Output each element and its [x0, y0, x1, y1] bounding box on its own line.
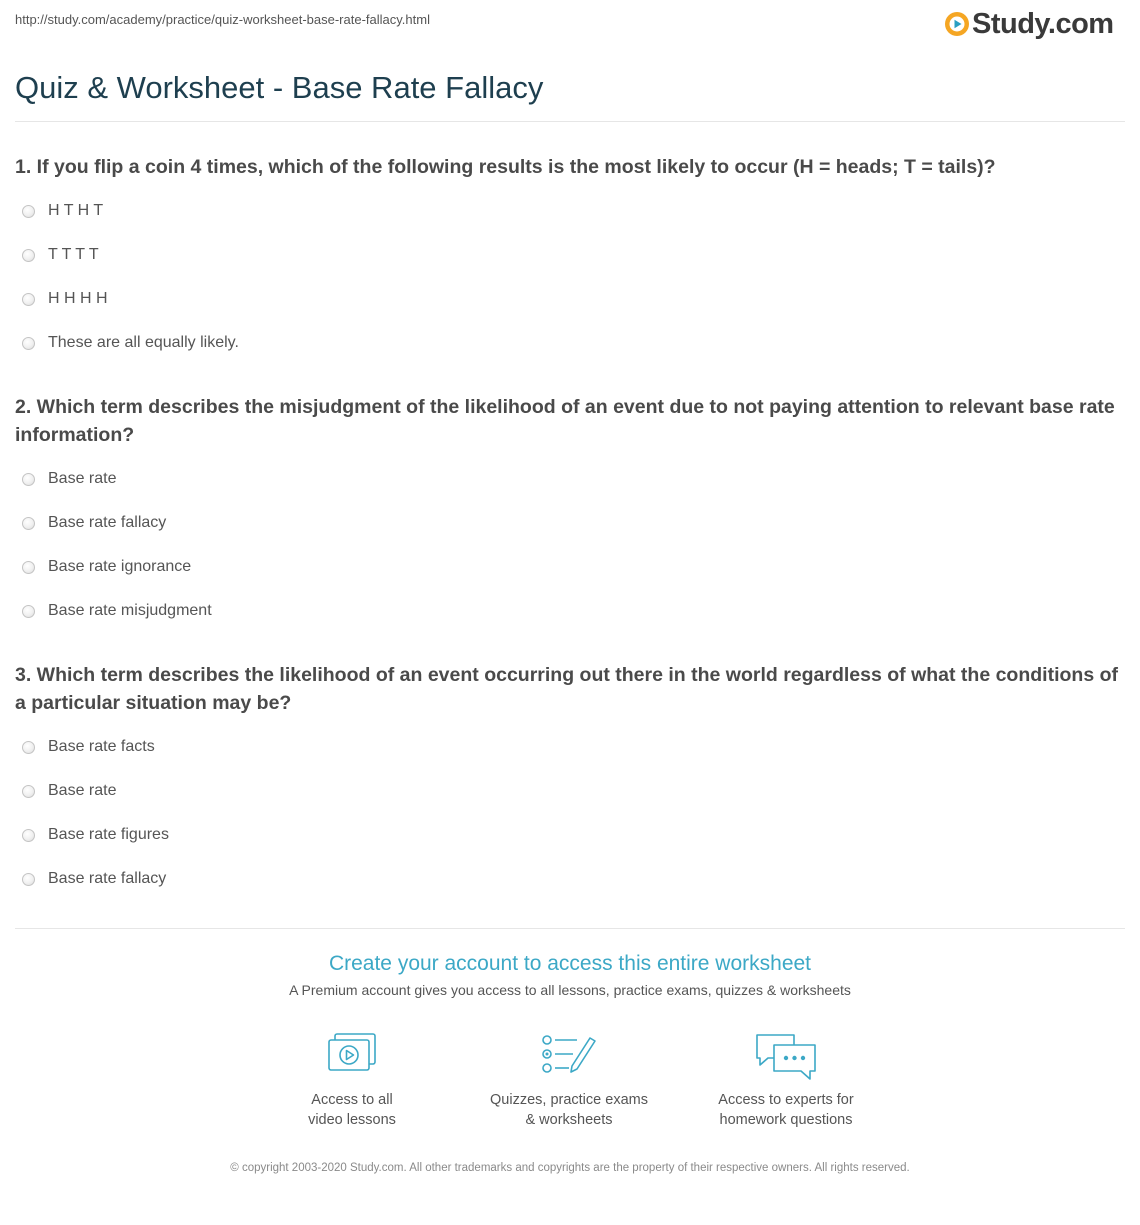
radio-button[interactable] — [22, 873, 35, 886]
copyright-notice: © copyright 2003-2020 Study.com. All other trademarks and copyrights are the property of their respective owners. All rights reserved. — [230, 1162, 910, 1174]
radio-button[interactable] — [22, 337, 35, 350]
radio-button[interactable] — [22, 293, 35, 306]
feature-line: Quizzes, practice exams — [490, 1092, 648, 1108]
feature-line: homework questions — [719, 1112, 853, 1128]
option-label: H T H T — [48, 202, 104, 219]
option-label: T T T T — [48, 246, 99, 263]
feature-video-lessons — [252, 1032, 452, 1130]
radio-button[interactable] — [22, 249, 35, 262]
radio-button[interactable] — [22, 829, 35, 842]
option-label: Base rate misjudgment — [48, 602, 212, 619]
answer-option[interactable] — [22, 602, 212, 646]
answer-option[interactable] — [22, 202, 239, 246]
feature-text — [686, 1090, 886, 1130]
feature-line: & worksheets — [525, 1112, 613, 1128]
answer-option[interactable] — [22, 782, 169, 826]
option-label: Base rate — [48, 782, 117, 799]
answer-option[interactable] — [22, 246, 239, 290]
feature-line: Access to all — [311, 1092, 393, 1108]
answer-option[interactable] — [22, 514, 212, 558]
feature-text — [469, 1090, 669, 1130]
radio-button[interactable] — [22, 741, 35, 754]
brand-name: Study.com — [972, 8, 1114, 40]
radio-button[interactable] — [22, 517, 35, 530]
quiz-checklist-icon — [541, 1032, 597, 1078]
title-divider — [15, 121, 1125, 122]
page-title: Quiz & Worksheet - Base Rate Fallacy — [15, 70, 544, 105]
question-1: 1. If you flip a coin 4 times, which of the following results is the most likely to occur (H = heads; T = tails)? — [15, 156, 996, 178]
option-label: These are all equally likely. — [48, 334, 239, 351]
option-label: Base rate fallacy — [48, 514, 167, 531]
page-url: http://study.com/academy/practice/quiz-worksheet-base-rate-fallacy.html — [15, 12, 430, 27]
answer-option[interactable] — [22, 470, 212, 514]
answer-option[interactable] — [22, 558, 212, 602]
feature-quizzes — [469, 1032, 669, 1130]
answer-option[interactable] — [22, 290, 239, 334]
chat-experts-icon — [754, 1032, 818, 1082]
radio-button[interactable] — [22, 785, 35, 798]
option-label: Base rate facts — [48, 738, 155, 755]
option-label: Base rate ignorance — [48, 558, 192, 575]
play-logo-icon — [944, 11, 970, 37]
question-2: 2. Which term describes the misjudgment of the likelihood of an event due to not paying attention to relevant base rate information? — [15, 396, 1115, 446]
option-label: Base rate fallacy — [48, 870, 167, 887]
question-3: 3. Which term describes the likelihood of an event occurring out there in the world regardless of what the conditions of a particular situation may be? — [15, 664, 1118, 714]
answer-option[interactable] — [22, 738, 169, 782]
option-label: Base rate — [48, 470, 117, 487]
feature-text — [252, 1090, 452, 1130]
premium-description: A Premium account gives you access to all lessons, practice exams, quizzes & worksheets — [289, 982, 851, 998]
feature-line: Access to experts for — [718, 1092, 854, 1108]
radio-button[interactable] — [22, 205, 35, 218]
answer-option[interactable] — [22, 826, 169, 870]
option-label: H H H H — [48, 290, 108, 307]
radio-button[interactable] — [22, 561, 35, 574]
video-lessons-icon — [326, 1032, 378, 1078]
feature-experts — [686, 1032, 886, 1130]
option-label: Base rate figures — [48, 826, 169, 843]
question-3-options — [22, 738, 169, 914]
cta-divider — [15, 928, 1125, 929]
answer-option[interactable] — [22, 870, 169, 914]
feature-line: video lessons — [308, 1112, 396, 1128]
radio-button[interactable] — [22, 605, 35, 618]
radio-button[interactable] — [22, 473, 35, 486]
create-account-link[interactable]: Create your account to access this entire worksheet — [328, 952, 812, 975]
answer-option[interactable] — [22, 334, 239, 378]
study-logo[interactable] — [944, 7, 1114, 41]
question-2-options — [22, 470, 212, 646]
question-1-options — [22, 202, 239, 378]
